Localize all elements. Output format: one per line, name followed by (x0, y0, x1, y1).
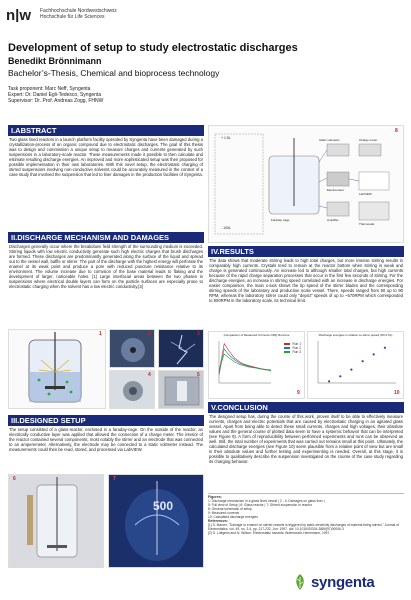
figure-number-6: 6 (13, 476, 16, 482)
conclusion-heading: V.CONCLUSION (208, 402, 404, 413)
chart9-series-line-1 (219, 344, 271, 373)
schematic-labview: LabVIEW (359, 192, 372, 196)
chart10-point-6 (384, 347, 386, 349)
institution-line2: Hochschule für Life Sciences (40, 14, 105, 20)
chart-measured-currents (208, 331, 305, 399)
fhnw-logo-mark (6, 6, 36, 22)
conclusion-text: The designed setup has, during the course of this work, proven itself to be able to effectively measure currents, charges and electric potentials that are caused by electrostatic charging in an agitated glass vessel. Apart from being able to detect these small currents, charges and high voltages, their absolute values and the general course of plotted data seem to have a systemic behavior that can be interpreted (see Figure 9). A form of reproducibility between performed experiments and runs can be observed as well. Still, the total number of experiments that was carried out remains small at this point. Ultimately, the calculated discharge energies (see Figure 10) seem plausible from a relative point of view but are small in their absolute values and further testing and experimenting is needed. Overall, at this stage, it is possible to qualitatively describe the suspension investigated on the course of the case study regarding its charging behavior. (209, 414, 403, 464)
setup-photo-label: 500 (153, 499, 174, 513)
figure-number-4: 4 (148, 372, 151, 378)
reference-1: [1] S. Maurer, "Damage to enamel on stirred vessels is triggered by static electricity discharges of material being stirred," Journal of Electrostatics, vol. 49, no. 3-4, pp. 217-232, Jun. 1997. doi: 10.1016/S0304-3886(97)00006-3 (208, 523, 399, 531)
right-column (208, 125, 404, 535)
chart10-plot (308, 337, 403, 389)
reference-2: [2] G. Lüttgens and N. Wilson, Electrostatic hazards. Butterworth-Heinemann, 1997. (208, 531, 331, 535)
figures-legend-line-1: 1: Discharge mechanism in a glass lined vessel | 2 - 4: Damages on glass liner | (208, 499, 325, 503)
chart9-series-line-2 (219, 349, 271, 375)
figures-legend-line-3: 8: General schematic of setup (208, 507, 252, 511)
setup-figures (8, 474, 204, 568)
setup-text: The setup consisted of a glass-reactor, enclosed in a faraday-cage. On the outside of the reactor, an electrically conductive layer was applied that allowed the connection of a charge meter. The interior of the reactor contained several components, most notably the stirrer and an electrode that was connected to an amperemeter. Alternatively, the electrode may be connected to a static voltmeter instead. The measurements could then be read, stored, and processed via LabVIEW. (9, 427, 203, 452)
chart10-title: Discharge energies in relation to stirrer speed (W=1.5L) (318, 333, 393, 337)
mechanism-text: Discharges generally occur where the breakdown field strength of the surrounding medium is exceeded. Stirring liquids with low electric conductivity generate such high electric charges that brush discharges are formed. These discharges are predominantly generated along the surface of the liquid and spread out to the vessel wall, baffle or stirrer. The part of the discharge with the highest energy will perforate the enamel at its weak point and produce a pore with reduced puncture resistance relative to its environment. The volume increase due to corrosion of the base material leads to flaking and the development of larger, noticeable holes. [1] Large interfacial areas between the two phases in suspensions where electrical double layers can form on the particle surfaces are especially prone to electrostatic charging when the solvent has a low electric conductivity.[2] (9, 244, 203, 289)
chart10-point-4 (362, 360, 364, 362)
chart-discharge-energies (307, 331, 404, 399)
schematic-temp-high: + 1.5L (221, 136, 231, 140)
schematic-amplifier: Amplifier (327, 218, 339, 222)
meta-expert: Expert: Dr. Daniel Egli-Tedesco, Syngenta (8, 92, 102, 98)
syngenta-wordmark: syngenta (311, 573, 375, 591)
figure-number-5: 5 (197, 372, 200, 378)
chart10-point-1 (328, 380, 330, 382)
syngenta-leaf-icon (292, 573, 308, 591)
mechanism-heading: II.DISCHARGE MECHANISM AND DAMAGES (8, 232, 204, 243)
figure-number-3: 3 (197, 331, 200, 337)
schematic-electrometer: Electrometer (327, 188, 345, 192)
chart9-legend-run2-label: Run 2 (292, 346, 301, 350)
figure-number-10: 10 (394, 390, 400, 396)
meta-task-proponent: Task proponent: Marc Neff, Syngenta (8, 86, 91, 92)
figure-discharge-mechanism (8, 329, 106, 409)
poster-meta (8, 86, 103, 104)
figure-stirred-suspension (108, 474, 204, 568)
poster-subtitle: Bachelor’s-Thesis, Chemical and bioprocess technology (8, 68, 220, 78)
figure-number-8: 8 (395, 128, 398, 134)
fhnw-logo (6, 6, 117, 22)
chart9-legend-run3 (284, 350, 301, 354)
logo-mark-text: n|w (6, 7, 32, 22)
schematic-faraday-cage: Faraday cage (271, 218, 290, 222)
figure-number-7: 7 (113, 476, 116, 482)
poster-title: Development of setup to study electrostatic discharges (8, 42, 298, 54)
syngenta-logo (292, 573, 374, 591)
chart9-series-line-3 (219, 354, 271, 371)
mechanism-figures (8, 329, 204, 413)
figure-setup-schematic (208, 125, 404, 243)
figure-liner-damage-b (158, 329, 204, 368)
figure-liner-damage-c (109, 370, 155, 409)
footnotes (208, 493, 404, 535)
figures-legend-line-2: 5: Full view of Setup | 6: Glass reactor | 7: Stirred suspension in reactor (208, 503, 312, 507)
figures-legend-line-5: 10: Calculated discharge energies (208, 515, 258, 519)
results-charts (208, 331, 404, 399)
schematic-static-voltmeter: Static voltmeter (319, 138, 340, 142)
figure-number-1: 1 (99, 331, 102, 337)
schematic-charge-meter: Charge meter (359, 138, 378, 142)
setup-heading: III.DESIGNED SETUP (8, 415, 204, 426)
figure-glass-reactor (8, 474, 104, 568)
chart10-point-5 (373, 353, 375, 355)
schematic-temp-low: - 100L (221, 226, 231, 230)
abstract-text: Two glass lined reactors in a launch platform facility operated by Syngenta have been damaged during a crystallization-process of an organic compound due to electrostatic discharges. The goal of this thesis was to design and commission a unique setup to measure charges and currents generated by such suspensions in a laboratory-scale reactor. These measurements made it possible to then calculate and estimate resulting discharge energies. An improved and more sophisticated setup was then proposed for possible implementation in their own laboratories. With this novel setup, the electrostatic charging of stirred suspensions involving non-conductive solvents could be accurately measured in the context of a case study that involved the suspension that led to liner damages in the production facilities of Syngenta. (9, 137, 203, 177)
institution-line1: Fachhochschule Nordwestschweiz (40, 8, 117, 14)
left-column (8, 125, 204, 568)
references-heading: References: (208, 519, 229, 523)
figure-liner-damage-a (109, 329, 155, 368)
chart9-legend-run3-label: Run 3 (292, 350, 301, 354)
figure-full-setup (158, 370, 204, 409)
chart9-title: Comparison of Measured Currents ORQ Runners (223, 333, 290, 337)
chart10-point-3 (350, 369, 352, 371)
poster-author: Benedikt Brönnimann (8, 56, 102, 66)
chart9-legend (284, 342, 301, 354)
figures-legend-line-4: 9: Measured currents (208, 511, 240, 515)
abstract-heading: I.ABSTRACT (8, 125, 204, 136)
figure-number-2: 2 (148, 331, 151, 337)
chart10-point-2 (339, 375, 341, 377)
schematic-thermostat: Thermostat (359, 222, 375, 226)
chart9-legend-run1-label: Run 1 (292, 342, 301, 346)
figure-number-9: 9 (297, 390, 300, 396)
figures-legend-heading: Figures: (208, 495, 222, 499)
results-heading: IV.RESULTS (208, 246, 404, 257)
meta-supervisor: Supervisor: Dr. Prof. Andreas Zogg, FHNW (8, 98, 104, 104)
results-text: The data shows that moderate stirring leads to high total charges, but more intense stirring results in comparably high currents. Crystals tend to remain at the reactor bottom when stirring is weak and charge is generated continuously. An increase led to although smaller total charges, but high currents because of the rapid charge separation processes that occur in the first few seconds of stirring. For the discharge energies, an increase in stirring speed correlated with an increase in discharge energies. For easier comparison, the main x-axis shows the tip speed of the stirrer blades and the corresponding stirring speeds of the laboratory and production scale vessel. There, speeds ranged from 50 up to 90 RPM, whereas the laboratory stirrer could only "depict" speeds of up to ~570RPM which corresponded to 900RPM in the laboratory scale, its technical limit. (209, 258, 403, 303)
